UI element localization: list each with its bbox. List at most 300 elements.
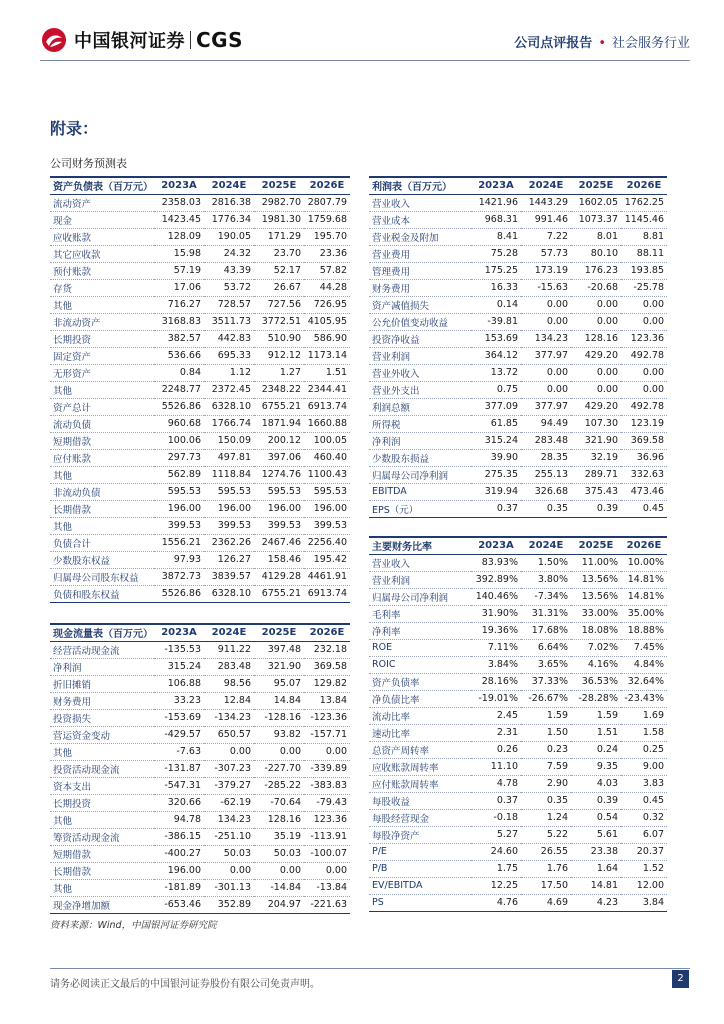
table-row xyxy=(50,500,350,517)
row-label-cell: 应收账款 xyxy=(50,228,154,245)
table-row xyxy=(369,466,667,483)
table-row xyxy=(50,845,350,862)
table-row xyxy=(369,826,667,843)
cgs-logo-icon xyxy=(40,26,68,54)
value-cell: 33.00% xyxy=(571,605,621,622)
table-title-cell: 资产负债表（百万元） xyxy=(53,182,153,194)
value-cell: 0.32 xyxy=(621,809,667,826)
value-cell: 88.11 xyxy=(621,245,667,262)
value-cell: 1118.84 xyxy=(204,466,254,483)
value-cell: 7.02% xyxy=(571,639,621,656)
value-cell: 595.53 xyxy=(254,483,304,500)
year-header-cell: 2023A xyxy=(161,180,197,192)
page-header xyxy=(0,0,724,72)
row-label-cell: PS xyxy=(369,894,471,911)
value-cell: 1762.25 xyxy=(621,194,667,211)
value-cell: 377.09 xyxy=(471,398,521,415)
value-cell: 57.19 xyxy=(154,262,204,279)
row-label-cell: 无形资产 xyxy=(50,364,154,381)
value-cell: 2344.41 xyxy=(304,381,350,398)
value-cell: -70.64 xyxy=(254,794,304,811)
value-cell: 195.70 xyxy=(304,228,350,245)
value-cell: 429.20 xyxy=(571,347,621,364)
row-label-cell: 净利润 xyxy=(50,658,154,675)
table-row xyxy=(50,449,350,466)
value-cell: 586.90 xyxy=(304,330,350,347)
row-label-cell: 每股收益 xyxy=(369,792,471,809)
row-label-cell: 非流动负债 xyxy=(50,483,154,500)
value-cell: -0.18 xyxy=(471,809,521,826)
row-label-cell: 其他 xyxy=(50,743,154,760)
value-cell: 297.73 xyxy=(154,449,204,466)
table-row xyxy=(369,279,667,296)
year-header-cell: 2026E xyxy=(626,180,662,192)
table-row xyxy=(369,690,667,707)
value-cell: 562.89 xyxy=(154,466,204,483)
value-cell: -19.01% xyxy=(471,690,521,707)
value-cell: 0.23 xyxy=(521,741,571,758)
logo-chinese-name: 中国银河证券 xyxy=(74,31,185,52)
value-cell: 0.24 xyxy=(571,741,621,758)
value-cell: 98.56 xyxy=(204,675,254,692)
footer-divider xyxy=(50,968,690,969)
value-cell: 31.31% xyxy=(521,605,571,622)
value-cell: 43.39 xyxy=(204,262,254,279)
value-cell: 2256.40 xyxy=(304,534,350,551)
row-label-cell: 其他 xyxy=(50,879,154,896)
table-row xyxy=(369,262,667,279)
value-cell: 0.45 xyxy=(621,500,667,517)
row-label-cell: 净利润 xyxy=(369,432,471,449)
value-cell: 960.68 xyxy=(154,415,204,432)
value-cell: 2816.38 xyxy=(204,194,254,211)
value-cell: 3.65% xyxy=(521,656,571,673)
value-cell: 36.96 xyxy=(621,449,667,466)
table-row xyxy=(369,707,667,724)
table-title-cell: 主要财务比率 xyxy=(372,542,432,554)
value-cell: 392.89% xyxy=(471,571,521,588)
value-cell: 6.64% xyxy=(521,639,571,656)
value-cell: 283.48 xyxy=(521,432,571,449)
value-cell: 726.95 xyxy=(304,296,350,313)
table-row xyxy=(369,758,667,775)
table-row xyxy=(369,245,667,262)
value-cell: 97.93 xyxy=(154,551,204,568)
table-row xyxy=(50,262,350,279)
value-cell: 14.84 xyxy=(254,692,304,709)
value-cell: 18.88% xyxy=(621,622,667,639)
row-label-cell: EV/EBITDA xyxy=(369,877,471,894)
value-cell: 321.90 xyxy=(254,658,304,675)
value-cell: 0.37 xyxy=(471,500,521,517)
value-cell: 13.84 xyxy=(304,692,350,709)
value-cell: 1173.14 xyxy=(304,347,350,364)
value-cell: 1421.96 xyxy=(471,194,521,211)
value-cell: -62.19 xyxy=(204,794,254,811)
value-cell: 32.64% xyxy=(621,673,667,690)
value-cell: 497.81 xyxy=(204,449,254,466)
value-cell: 196.00 xyxy=(204,500,254,517)
row-label-cell: 负债和股东权益 xyxy=(50,585,154,602)
row-label-cell: 营业收入 xyxy=(369,194,471,211)
table-row xyxy=(50,228,350,245)
row-label-cell: 其他 xyxy=(50,517,154,534)
table-row xyxy=(369,347,667,364)
value-cell: 171.29 xyxy=(254,228,304,245)
value-cell: 595.53 xyxy=(154,483,204,500)
table-row xyxy=(369,449,667,466)
year-header-cell: 2026E xyxy=(626,540,662,552)
value-cell: 61.85 xyxy=(471,415,521,432)
value-cell: 727.56 xyxy=(254,296,304,313)
table-row xyxy=(369,432,667,449)
value-cell: 44.28 xyxy=(304,279,350,296)
table-row xyxy=(50,675,350,692)
value-cell: 492.78 xyxy=(621,398,667,415)
row-label-cell: 流动比率 xyxy=(369,707,471,724)
value-cell: 17.06 xyxy=(154,279,204,296)
value-cell: 460.40 xyxy=(304,449,350,466)
data-source-note: 资料来源：Wind，中国银河证券研究院 xyxy=(50,920,217,931)
value-cell: 3.84 xyxy=(621,894,667,911)
page-number: 2 xyxy=(672,970,689,988)
logo-divider xyxy=(190,31,191,49)
value-cell: 196.00 xyxy=(154,862,204,879)
value-cell: 695.33 xyxy=(204,347,254,364)
table-header-row xyxy=(369,177,667,194)
value-cell: 4461.91 xyxy=(304,568,350,585)
value-cell: 106.88 xyxy=(154,675,204,692)
row-label-cell: 营业外收入 xyxy=(369,364,471,381)
table-row xyxy=(50,641,350,658)
value-cell: 0.75 xyxy=(471,381,521,398)
value-cell: 37.33% xyxy=(521,673,571,690)
row-label-cell: 每股净资产 xyxy=(369,826,471,843)
value-cell: 4.84% xyxy=(621,656,667,673)
value-cell: 399.53 xyxy=(154,517,204,534)
value-cell: 28.16% xyxy=(471,673,521,690)
table-title-cell: 利润表（百万元） xyxy=(372,182,452,194)
row-label-cell: P/B xyxy=(369,860,471,877)
row-label-cell: 折旧摊销 xyxy=(50,675,154,692)
value-cell: 289.71 xyxy=(571,466,621,483)
year-header-cell: 2026E xyxy=(309,180,345,192)
value-cell: 8.41 xyxy=(471,228,521,245)
table-row xyxy=(369,330,667,347)
value-cell: 1759.68 xyxy=(304,211,350,228)
table-row xyxy=(369,500,667,517)
value-cell: 35.19 xyxy=(254,828,304,845)
value-cell: 123.36 xyxy=(621,330,667,347)
table-row xyxy=(50,743,350,760)
row-label-cell: 少数股东损益 xyxy=(369,449,471,466)
value-cell: 0.35 xyxy=(521,792,571,809)
year-header-cell: 2025E xyxy=(578,540,614,552)
value-cell: 3168.83 xyxy=(154,313,204,330)
value-cell: 0.45 xyxy=(621,792,667,809)
value-cell: 173.19 xyxy=(521,262,571,279)
value-cell: 510.90 xyxy=(254,330,304,347)
balance-sheet-table xyxy=(50,176,350,603)
value-cell: 28.35 xyxy=(521,449,571,466)
table-row xyxy=(50,534,350,551)
value-cell: -227.70 xyxy=(254,760,304,777)
year-header-cell: 2026E xyxy=(309,627,345,639)
value-cell: 536.66 xyxy=(154,347,204,364)
value-cell: 93.82 xyxy=(254,726,304,743)
row-label-cell: 净负债比率 xyxy=(369,690,471,707)
value-cell: 0.00 xyxy=(621,364,667,381)
year-header-cell: 2024E xyxy=(528,540,564,552)
value-cell: 1.75 xyxy=(471,860,521,877)
value-cell: 200.12 xyxy=(254,432,304,449)
value-cell: 14.81 xyxy=(571,877,621,894)
value-cell: 153.69 xyxy=(471,330,521,347)
row-label-cell: 毛利率 xyxy=(369,605,471,622)
value-cell: 8.01 xyxy=(571,228,621,245)
table-row xyxy=(369,228,667,245)
table-row xyxy=(369,554,667,571)
row-label-cell: 其他 xyxy=(50,811,154,828)
table-row xyxy=(50,330,350,347)
value-cell: 595.53 xyxy=(304,483,350,500)
value-cell: 728.57 xyxy=(204,296,254,313)
value-cell: 57.73 xyxy=(521,245,571,262)
row-label-cell: 应付账款 xyxy=(50,449,154,466)
value-cell: 912.12 xyxy=(254,347,304,364)
table-row xyxy=(369,809,667,826)
value-cell: 377.97 xyxy=(521,398,571,415)
value-cell: -547.31 xyxy=(154,777,204,794)
value-cell: 23.70 xyxy=(254,245,304,262)
value-cell: 1.69 xyxy=(621,707,667,724)
value-cell: 0.00 xyxy=(621,313,667,330)
value-cell: -134.23 xyxy=(204,709,254,726)
value-cell: -13.84 xyxy=(304,879,350,896)
table-header-row xyxy=(369,537,667,554)
value-cell: -15.63 xyxy=(521,279,571,296)
value-cell: 20.37 xyxy=(621,843,667,860)
table-row xyxy=(369,194,667,211)
value-cell: 315.24 xyxy=(471,432,521,449)
table-row xyxy=(50,483,350,500)
value-cell: -339.89 xyxy=(304,760,350,777)
value-cell: 3.80% xyxy=(521,571,571,588)
value-cell: 129.82 xyxy=(304,675,350,692)
value-cell: 175.25 xyxy=(471,262,521,279)
value-cell: 1.51 xyxy=(304,364,350,381)
value-cell: 1.50 xyxy=(521,724,571,741)
year-header-cell: 2023A xyxy=(478,540,514,552)
table-row xyxy=(50,896,350,913)
value-cell: 275.35 xyxy=(471,466,521,483)
value-cell: 1766.74 xyxy=(204,415,254,432)
value-cell: 1100.43 xyxy=(304,466,350,483)
value-cell: 4.16% xyxy=(571,656,621,673)
table-row xyxy=(50,296,350,313)
value-cell: 204.97 xyxy=(254,896,304,913)
table-row xyxy=(50,415,350,432)
value-cell: 4105.95 xyxy=(304,313,350,330)
value-cell: 2372.45 xyxy=(204,381,254,398)
value-cell: 0.00 xyxy=(521,364,571,381)
value-cell: 1145.46 xyxy=(621,211,667,228)
report-type-label: 公司点评报告 xyxy=(514,36,593,51)
value-cell: -383.83 xyxy=(304,777,350,794)
value-cell: 18.08% xyxy=(571,622,621,639)
value-cell: 5526.86 xyxy=(154,585,204,602)
row-label-cell: 流动负债 xyxy=(50,415,154,432)
table-row xyxy=(369,673,667,690)
value-cell: 0.00 xyxy=(304,862,350,879)
value-cell: 429.20 xyxy=(571,398,621,415)
value-cell: 4.78 xyxy=(471,775,521,792)
value-cell: 128.09 xyxy=(154,228,204,245)
row-label-cell: 资产负债率 xyxy=(369,673,471,690)
value-cell: 31.90% xyxy=(471,605,521,622)
table-row xyxy=(369,605,667,622)
value-cell: 13.72 xyxy=(471,364,521,381)
value-cell: 12.84 xyxy=(204,692,254,709)
table-row xyxy=(50,811,350,828)
value-cell: 911.22 xyxy=(204,641,254,658)
value-cell: 23.38 xyxy=(571,843,621,860)
table-row xyxy=(369,313,667,330)
value-cell: 123.19 xyxy=(621,415,667,432)
company-logo xyxy=(40,26,243,54)
cash-flow-table xyxy=(50,623,350,914)
value-cell: 0.54 xyxy=(571,809,621,826)
value-cell: 150.09 xyxy=(204,432,254,449)
row-label-cell: 长期投资 xyxy=(50,794,154,811)
value-cell: 134.23 xyxy=(204,811,254,828)
table-header-row xyxy=(50,624,350,641)
value-cell: 968.31 xyxy=(471,211,521,228)
table-row xyxy=(369,894,667,911)
row-label-cell: ROE xyxy=(369,639,471,656)
value-cell: 991.46 xyxy=(521,211,571,228)
table-row xyxy=(369,381,667,398)
value-cell: 0.00 xyxy=(621,381,667,398)
value-cell: -7.63 xyxy=(154,743,204,760)
value-cell: 1423.45 xyxy=(154,211,204,228)
value-cell: 2358.03 xyxy=(154,194,204,211)
value-cell: 3.84% xyxy=(471,656,521,673)
value-cell: 1776.34 xyxy=(204,211,254,228)
row-label-cell: EPS（元） xyxy=(369,500,471,517)
table-row xyxy=(50,313,350,330)
value-cell: 0.00 xyxy=(571,364,621,381)
table-row xyxy=(50,432,350,449)
value-cell: 0.84 xyxy=(154,364,204,381)
value-cell: -23.43% xyxy=(621,690,667,707)
value-cell: 382.57 xyxy=(154,330,204,347)
value-cell: 80.10 xyxy=(571,245,621,262)
value-cell: -39.81 xyxy=(471,313,521,330)
value-cell: 1.51 xyxy=(571,724,621,741)
value-cell: 0.00 xyxy=(571,296,621,313)
value-cell: -135.53 xyxy=(154,641,204,658)
value-cell: 716.27 xyxy=(154,296,204,313)
value-cell: 1981.30 xyxy=(254,211,304,228)
row-label-cell: 投资损失 xyxy=(50,709,154,726)
value-cell: 4129.28 xyxy=(254,568,304,585)
value-cell: 6.07 xyxy=(621,826,667,843)
value-cell: 0.00 xyxy=(571,381,621,398)
value-cell: 7.45% xyxy=(621,639,667,656)
row-label-cell: P/E xyxy=(369,843,471,860)
table-row xyxy=(50,726,350,743)
value-cell: 196.00 xyxy=(254,500,304,517)
value-cell: 4.76 xyxy=(471,894,521,911)
value-cell: 100.06 xyxy=(154,432,204,449)
value-cell: 1871.94 xyxy=(254,415,304,432)
value-cell: 9.35 xyxy=(571,758,621,775)
value-cell: 128.16 xyxy=(571,330,621,347)
value-cell: 5.61 xyxy=(571,826,621,843)
value-cell: 4.03 xyxy=(571,775,621,792)
table-row xyxy=(369,415,667,432)
value-cell: 1660.88 xyxy=(304,415,350,432)
income-statement-table xyxy=(369,176,667,518)
value-cell: 32.19 xyxy=(571,449,621,466)
value-cell: 332.63 xyxy=(621,466,667,483)
value-cell: 123.36 xyxy=(304,811,350,828)
value-cell: 2348.22 xyxy=(254,381,304,398)
value-cell: 320.66 xyxy=(154,794,204,811)
value-cell: 0.25 xyxy=(621,741,667,758)
value-cell: 399.53 xyxy=(204,517,254,534)
value-cell: -113.91 xyxy=(304,828,350,845)
value-cell: 473.46 xyxy=(621,483,667,500)
separator-dot: • xyxy=(598,36,606,51)
value-cell: 0.39 xyxy=(571,500,621,517)
table-row xyxy=(50,381,350,398)
value-cell: 17.68% xyxy=(521,622,571,639)
row-label-cell: 固定资产 xyxy=(50,347,154,364)
value-cell: -123.36 xyxy=(304,709,350,726)
row-label-cell: ROIC xyxy=(369,656,471,673)
row-label-cell: 其他 xyxy=(50,381,154,398)
value-cell: -7.34% xyxy=(521,588,571,605)
value-cell: 13.56% xyxy=(571,571,621,588)
table-row xyxy=(50,245,350,262)
value-cell: 377.97 xyxy=(521,347,571,364)
value-cell: 16.33 xyxy=(471,279,521,296)
value-cell: 3839.57 xyxy=(204,568,254,585)
table-row xyxy=(50,364,350,381)
value-cell: 100.05 xyxy=(304,432,350,449)
row-label-cell: 长期投资 xyxy=(50,330,154,347)
value-cell: 19.36% xyxy=(471,622,521,639)
value-cell: -653.46 xyxy=(154,896,204,913)
value-cell: 232.18 xyxy=(304,641,350,658)
value-cell: -131.87 xyxy=(154,760,204,777)
table-row xyxy=(369,296,667,313)
year-header-cell: 2024E xyxy=(211,627,247,639)
value-cell: 2.31 xyxy=(471,724,521,741)
row-label-cell: 归属母公司净利润 xyxy=(369,466,471,483)
table-row xyxy=(369,860,667,877)
value-cell: 326.68 xyxy=(521,483,571,500)
value-cell: 650.57 xyxy=(204,726,254,743)
value-cell: 14.81% xyxy=(621,571,667,588)
value-cell: -26.67% xyxy=(521,690,571,707)
value-cell: 6913.74 xyxy=(304,398,350,415)
value-cell: 7.11% xyxy=(471,639,521,656)
value-cell: 15.98 xyxy=(154,245,204,262)
row-label-cell: 长期借款 xyxy=(50,500,154,517)
